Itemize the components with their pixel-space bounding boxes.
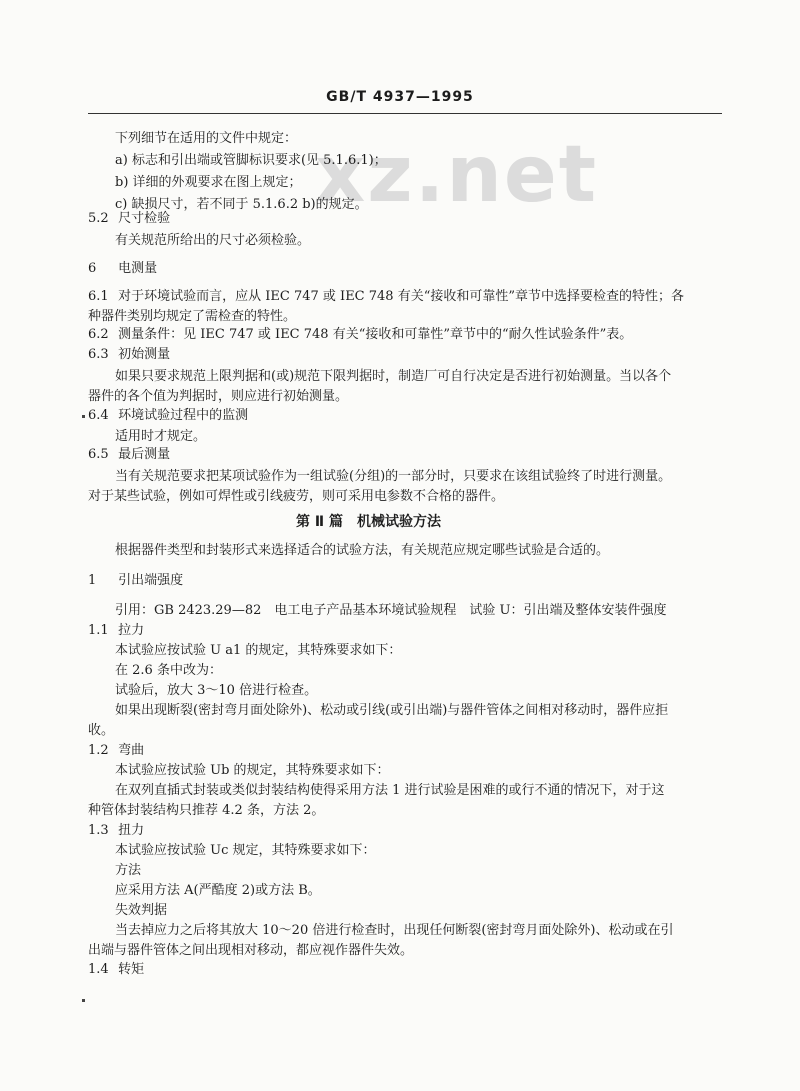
section-number: 6.5 <box>88 447 109 462</box>
body-line: b) 详细的外观要求在图上规定； <box>115 175 302 190</box>
section-heading: 1.4 转矩 <box>88 962 145 977</box>
body-line: 当有关规范要求把某项试验作为一组试验(分组)的一部分时，只要求在该组试验终了时进行测量。 <box>115 469 672 484</box>
header-rule <box>88 113 722 114</box>
section-number: 1.4 <box>88 962 109 977</box>
watermark: xz.net <box>315 130 599 220</box>
scan-speck <box>82 999 85 1002</box>
body-line: 出端与器件管体之间出现相对移动，都应视作器件失效。 <box>88 943 414 958</box>
body-line: 方法 <box>115 863 142 878</box>
section-number: 6.2 <box>88 327 109 342</box>
section-heading: 6.5 最后测量 <box>88 447 171 462</box>
section-number: 1.2 <box>88 743 109 758</box>
body-line: 对于某些试验，例如可焊性或引线疲劳，则可采用电参数不合格的器件。 <box>88 489 505 504</box>
body-line: 在 2.6 条中改为： <box>115 663 222 678</box>
body-line: 引用：GB 2423.29—82 电工电子产品基本环境试验规程 试验 U：引出端及整体安装件强度 <box>115 603 667 618</box>
body-line: 本试验应按试验 Uc 规定，其特殊要求如下： <box>115 843 376 858</box>
body-line: 当去掉应力之后将其放大 10～20 倍进行检查时，出现任何断裂(密封弯月面处除外)、松动或在引 <box>115 923 674 938</box>
section-number: 6.4 <box>88 408 109 423</box>
body-line: 根据器件类型和封装形式来选择适合的试验方法，有关规范应规定哪些试验是合适的。 <box>115 543 610 558</box>
body-line: 有关规范所给出的尺寸必须检验。 <box>115 233 311 248</box>
scan-speck <box>82 415 85 418</box>
body-line: 适用时才规定。 <box>115 429 207 444</box>
body-line: 器件的各个值为判据时，则应进行初始测量。 <box>88 389 349 404</box>
body-line: 试验后，放大 3～10 倍进行检查。 <box>115 683 318 698</box>
section-number: 5.2 <box>88 211 109 226</box>
section-number: 6 <box>88 261 97 276</box>
body-line: 下列细节在适用的文件中规定： <box>115 131 298 146</box>
body-line: a) 标志和引出端或管脚标识要求(见 5.1.6.1)； <box>115 153 387 168</box>
body-line: 本试验应按试验 Ub 的规定，其特殊要求如下： <box>115 763 390 778</box>
body-line: 收。 <box>88 723 115 738</box>
body-line: 如果出现断裂(密封弯月面处除外)、松动或引线(或引出端)与器件管体之间相对移动时，器件应拒 <box>115 703 669 718</box>
body-line: 6.1 对于环境试验而言，应从 IEC 747 或 IEC 748 有关“接收和可靠性”章节中选择要检查的特性；各 <box>88 289 684 304</box>
body-line: 在双列直插式封装或类似封装结构使得采用方法 1 进行试验是困难的或行不通的情况下，对于这 <box>115 783 665 798</box>
section-heading: 1.2 弯曲 <box>88 743 145 758</box>
section-number: 6.3 <box>88 347 109 362</box>
section-heading: 6 电测量 <box>88 261 158 276</box>
section-number: 1.1 <box>88 623 109 638</box>
section-number: 6.1 <box>88 289 109 304</box>
section-heading: 1.1 拉力 <box>88 623 145 638</box>
body-line: 本试验应按试验 U a1 的规定，其特殊要求如下： <box>115 643 402 658</box>
body-line: 应采用方法 A(严酷度 2)或方法 B。 <box>115 883 321 898</box>
section-heading: 1 引出端强度 <box>88 573 184 588</box>
section-number: 1 <box>88 573 97 588</box>
body-line: 6.2 测量条件：见 IEC 747 或 IEC 748 有关“接收和可靠性”章节中的“耐久性试验条件”表。 <box>88 327 633 342</box>
body-line: c) 缺损尺寸，若不同于 5.1.6.2 b)的规定。 <box>115 197 368 212</box>
section-number: 1.3 <box>88 823 109 838</box>
section-heading: 6.3 初始测量 <box>88 347 171 362</box>
section-heading: 1.3 扭力 <box>88 823 145 838</box>
part-title: 第 Ⅱ 篇 机械试验方法 <box>296 514 441 530</box>
section-heading: 5.2 尺寸检验 <box>88 211 171 226</box>
body-line: 种器件类别均规定了需检查的特性。 <box>88 309 297 324</box>
page-header: GB/T 4937—1995 <box>326 89 474 105</box>
body-line: 种管体封装结构只推荐 4.2 条，方法 2。 <box>88 803 325 818</box>
body-line: 失效判据 <box>115 903 168 918</box>
section-heading: 6.4 环境试验过程中的监测 <box>88 408 249 423</box>
body-line: 如果只要求规范上限判据和(或)规范下限判据时，制造厂可自行决定是否进行初始测量。当以各个 <box>115 369 672 384</box>
